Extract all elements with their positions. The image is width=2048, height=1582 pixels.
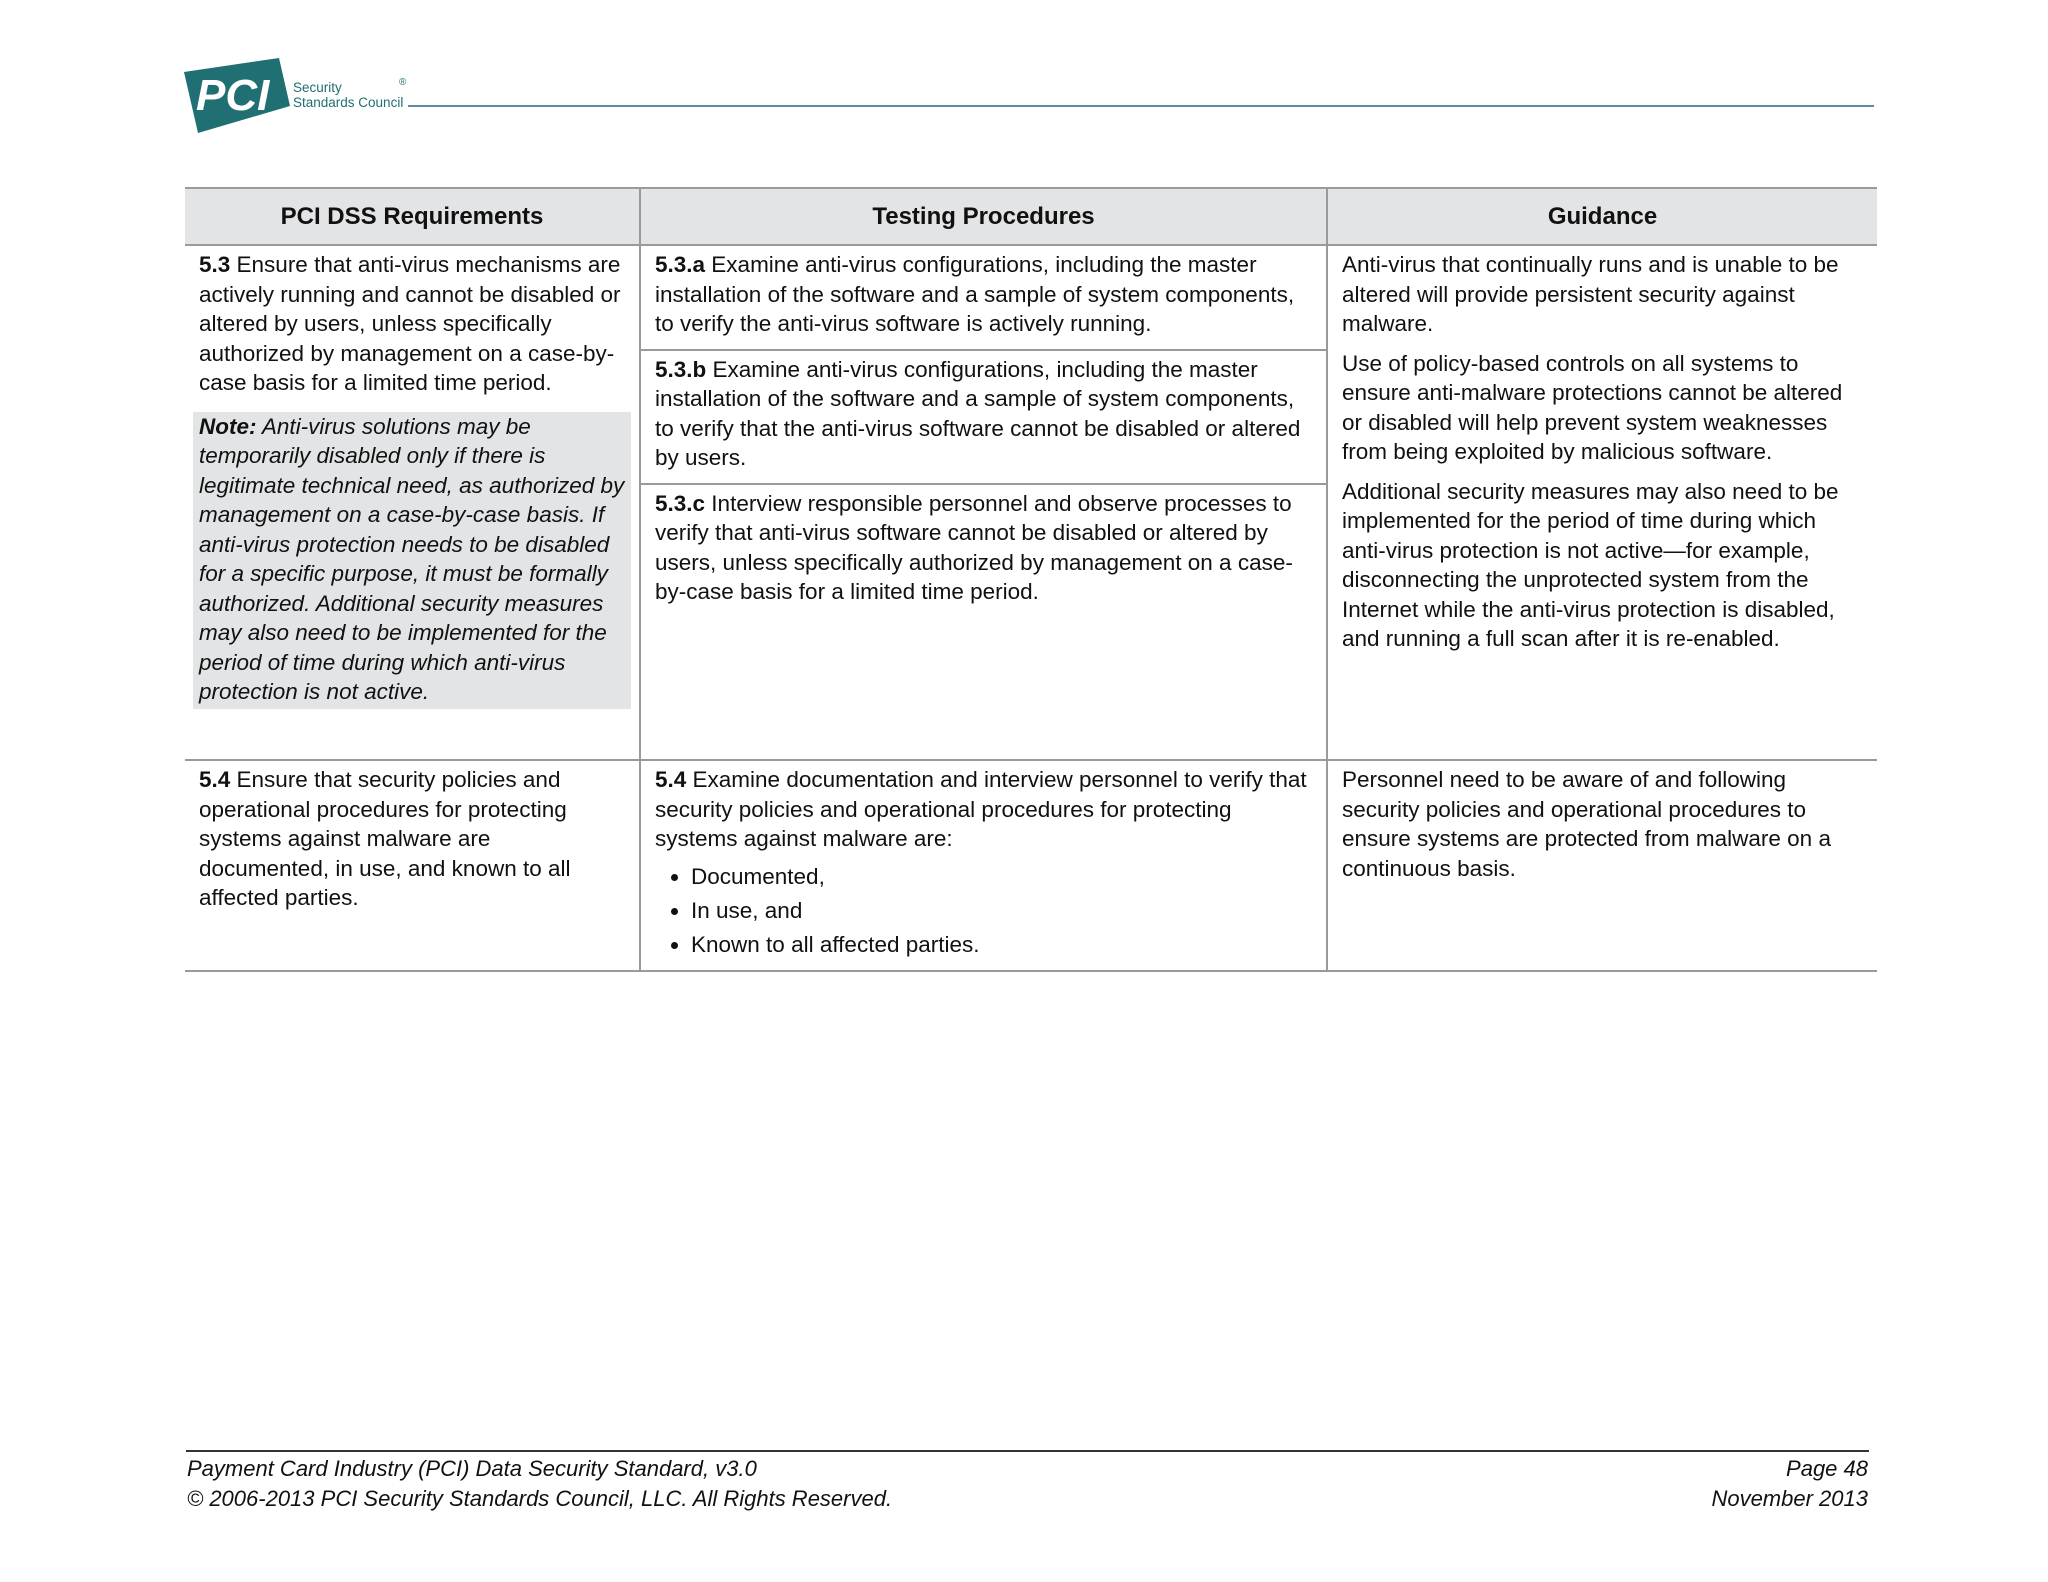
guidance-paragraph: Personnel need to be aware of and following security policies and operational procedures to ensure systems are protected from malware on a continuous basis. — [1342, 767, 1831, 881]
requirement-cell-5-3 — [185, 245, 640, 760]
table-row — [185, 245, 1877, 760]
page-number: Page 48 — [1786, 1456, 1868, 1481]
registered-mark: ® — [399, 77, 407, 88]
logo-letters: PCI — [196, 71, 270, 120]
list-item: • In use, and — [691, 896, 1312, 926]
guidance-cell-5-4 — [1327, 760, 1877, 971]
test-5-3-a: 5.3.a Examine anti-virus configurations, including the master installation of the software and a sample of system components, to verify the anti-virus software is actively running. — [641, 246, 1326, 351]
test-5-4-bullets — [655, 862, 1312, 960]
test-5-4: 5.4 Examine documentation and interview personnel to verify that security policies and operational procedures for protecting systems against malware are: — [655, 767, 1307, 851]
testing-cell-5-3 — [640, 245, 1327, 760]
footer-left — [187, 1454, 892, 1514]
table-row — [185, 760, 1877, 971]
note-box: Note: Anti-virus solutions may be temporarily disabled only if there is legitimate technical need, as authorized by management on a case-by-case basis. If anti-virus protection needs to be disabled for a specific purpose, it must be formally authorized. Additional security measures may also need to be implemented for the period of time during which anti-virus protection is not active. — [193, 412, 631, 709]
list-item: • Known to all affected parties. — [691, 930, 1312, 960]
guidance-paragraph: Additional security measures may also need to be implemented for the period of time during which anti-virus protection is not active—for example, disconnecting the unprotected system from the Internet while the anti-virus protection is disabled, and running a full scan after it is re-enabled. — [1342, 478, 1839, 651]
guidance-paragraph: Anti-virus that continually runs and is unable to be altered will provide persistent security against malware. — [1342, 252, 1839, 336]
guidance-paragraph: Use of policy-based controls on all systems to ensure anti-malware protections cannot be altered or disabled will help prevent system weaknesses from being exploited by malicious software. — [1342, 350, 1843, 464]
footer-right — [1711, 1454, 1868, 1514]
guidance-cell-5-3 — [1327, 245, 1877, 760]
footer-copyright: © 2006-2013 PCI Security Standards Council, LLC. All Rights Reserved. — [187, 1486, 893, 1511]
logo-wordmark: Security Standards Council — [293, 80, 404, 110]
header-testing-procedures: Testing Procedures — [640, 188, 1327, 245]
requirements-table — [185, 187, 1877, 972]
footer-title: Payment Card Industry (PCI) Data Security Standard, v3.0 — [187, 1456, 757, 1481]
requirement-5-3: 5.3 Ensure that anti-virus mechanisms are actively running and cannot be disabled or altered by users, unless specifically authorized by management on a case-by-case basis for a limited time period. — [199, 252, 621, 395]
testing-cell-5-4 — [640, 760, 1327, 971]
header-requirements: PCI DSS Requirements — [185, 188, 640, 245]
footer-date: November 2013 — [1711, 1486, 1868, 1511]
table-header-row — [185, 188, 1877, 245]
list-item: • Documented, — [691, 862, 1312, 892]
header-rule — [408, 105, 1874, 107]
header-guidance: Guidance — [1327, 188, 1877, 245]
test-5-3-c: 5.3.c Interview responsible personnel and observe processes to verify that anti-virus software cannot be disabled or altered by users, unless specifically authorized by management on a case-by-case basis for a limited time period. — [655, 490, 1293, 604]
footer-rule — [186, 1450, 1869, 1452]
requirement-cell-5-4: 5.4 Ensure that security policies and operational procedures for protecting systems against malware are documented, in use, and known to all affected parties. — [185, 760, 640, 971]
test-5-3-b: 5.3.b Examine anti-virus configurations, including the master installation of the software and a sample of system components, to verify that the anti-virus software cannot be disabled or altered by users. — [641, 351, 1326, 485]
